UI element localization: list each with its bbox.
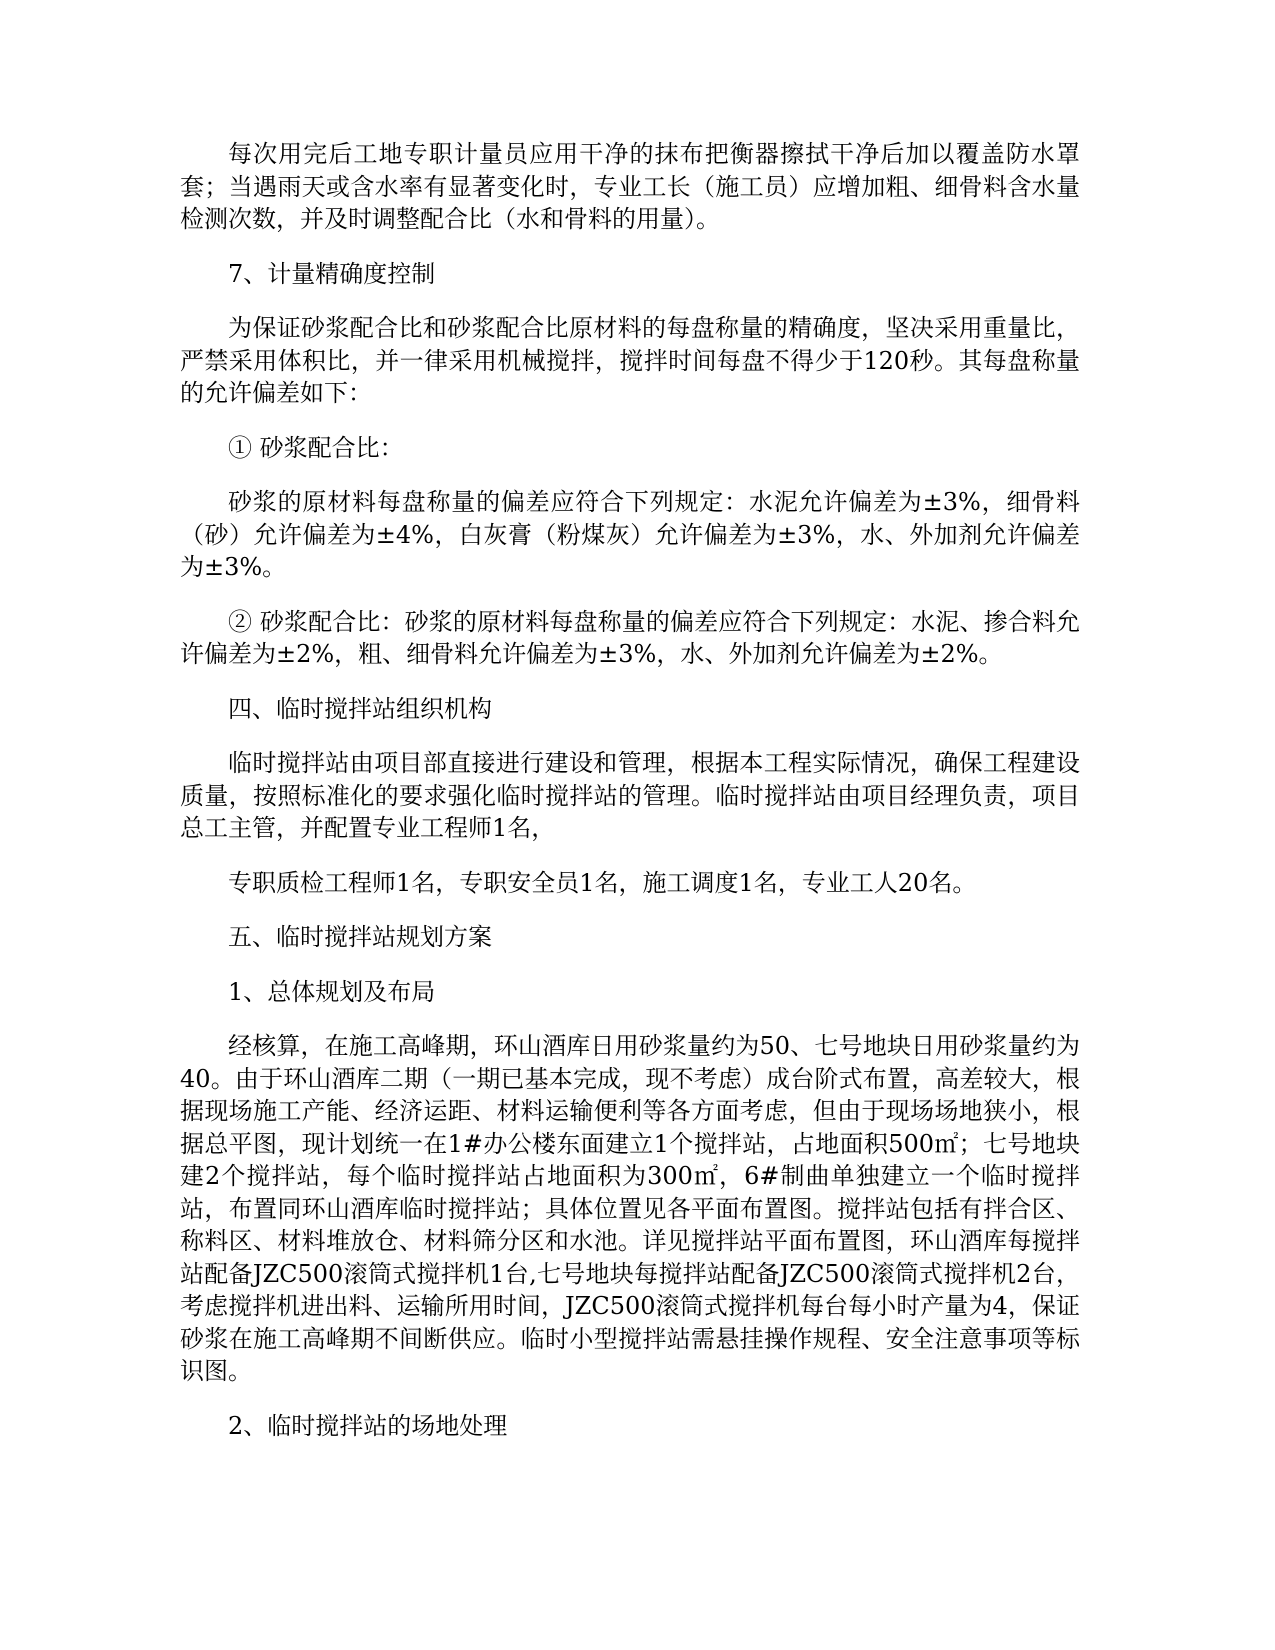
heading-overall-layout: 1、总体规划及布局 (228, 977, 436, 1006)
paragraph-mortar-deviation-2: ② 砂浆配合比：砂浆的原材料每盘称量的偏差应符合下列规定：水泥、掺合料允许偏差为±2%，粗、细骨料允许偏差为±3%，水、外加剂允许偏差为±2%。 (180, 607, 1080, 668)
subheading-mortar-mix-1: ① 砂浆配合比： (228, 433, 404, 462)
heading-site-treatment: 2、临时搅拌站的场地处理 (228, 1411, 508, 1440)
paragraph-organization: 临时搅拌站由项目部直接进行建设和管理，根据本工程实际情况，确保工程建设质量，按照标准化的要求强化临时搅拌站的管理。临时搅拌站由项目经理负责，项目总工主管，并配置专业工程师1名， (180, 749, 1080, 842)
paragraph-equipment-cleaning: 每次用完后工地专职计量员应用干净的抹布把衡器擦拭干净后加以覆盖防水罩套；当遇雨天或含水率有显著变化时，专业工长（施工员）应增加粗、细骨料含水量检测次数，并及时调整配合比（水和骨料的用量）。 (180, 140, 1080, 233)
paragraph-overall-layout: 经核算，在施工高峰期，环山酒库日用砂浆量约为50、七号地块日用砂浆量约为40。由于环山酒库二期（一期已基本完成，现不考虑）成台阶式布置，高差较大，根据现场施工产能、经济运距、材料运输便利等各方面考虑，但由于现场场地狭小，根据总平图，现计划统一在1#办公楼东面建立1个搅拌站，占地面积500㎡；七号地块建2个搅拌站，每个临时搅拌站占地面积为300㎡，6#制曲单独建立一个临时搅拌站，布置同环山酒库临时搅拌站；具体位置见各平面布置图。搅拌站包括有拌合区、称料区、材料堆放仓、材料筛分区和水池。详见搅拌站平面布置图，环山酒库每搅拌站配备JZC500滚筒式搅拌机1台,七号地块每搅拌站配备JZC500滚筒式搅拌机2台，考虑搅拌机进出料、运输所用时间，JZC500滚筒式搅拌机每台每小时产量为4，保证砂浆在施工高峰期不间断供应。临时小型搅拌站需悬挂操作规程、安全注意事项等标识图。 (180, 1032, 1080, 1385)
paragraph-precision-requirements: 为保证砂浆配合比和砂浆配合比原材料的每盘称量的精确度，坚决采用重量比，严禁采用体积比，并一律采用机械搅拌，搅拌时间每盘不得少于120秒。其每盘称量的允许偏差如下： (180, 314, 1080, 407)
heading-planning-scheme: 五、临时搅拌站规划方案 (228, 923, 492, 951)
paragraph-mortar-deviation-1: 砂浆的原材料每盘称量的偏差应符合下列规定：水泥允许偏差为±3%，细骨料（砂）允许偏差为±4%，白灰膏（粉煤灰）允许偏差为±3%，水、外加剂允许偏差为±3%。 (180, 488, 1080, 581)
heading-metering-precision: 7、计量精确度控制 (228, 259, 436, 288)
heading-organization: 四、临时搅拌站组织机构 (228, 694, 492, 723)
document-page (180, 138, 1080, 1464)
paragraph-staffing: 专职质检工程师1名，专职安全员1名，施工调度1名，专业工人20名。 (228, 868, 977, 897)
